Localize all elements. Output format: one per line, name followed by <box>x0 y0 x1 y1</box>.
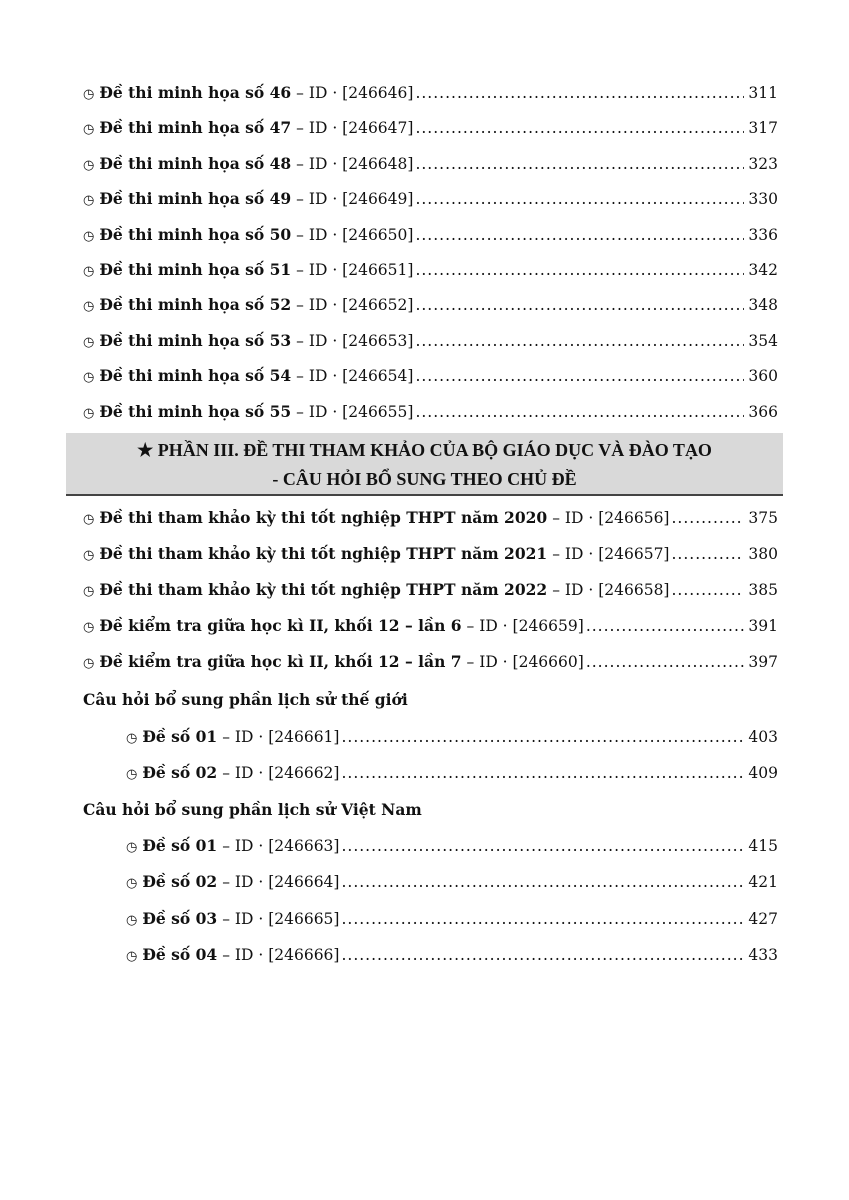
entry-title: Đề thi tham khảo kỳ thi tốt nghiệp THPT năm 2022 <box>99 580 548 599</box>
page-number: 421 <box>748 873 778 892</box>
entry-title: Đề số 02 <box>142 763 218 782</box>
toc-entry[interactable] <box>83 366 778 390</box>
toc-entry[interactable] <box>83 189 778 213</box>
entry-id: – ID · [246659] <box>466 617 584 635</box>
dot-leader <box>341 837 744 855</box>
entry-id: – ID · [246654] <box>296 367 414 386</box>
dot-leader <box>415 190 744 208</box>
page-number: 403 <box>748 728 778 746</box>
clock-icon: ◷ <box>83 193 95 209</box>
entry-title: Đề thi minh họa số 48 <box>99 153 292 173</box>
clock-icon: ◷ <box>83 299 95 315</box>
entry-title: Đề số 04 <box>142 944 218 964</box>
toc-entry[interactable] <box>83 652 778 676</box>
toc-entry[interactable] <box>126 945 778 969</box>
entry-id: – ID · [246653] <box>296 331 414 350</box>
clock-icon: ◷ <box>126 767 138 782</box>
entry-title: Đề số 01 <box>142 727 218 746</box>
clock-icon: ◷ <box>83 157 95 173</box>
clock-icon: ◷ <box>83 264 95 279</box>
page-number: 433 <box>748 945 778 964</box>
clock-icon: ◷ <box>126 912 138 928</box>
page-number: 385 <box>748 581 778 599</box>
dot-leader <box>341 764 744 782</box>
toc-entry[interactable] <box>83 616 778 640</box>
entry-id: – ID · [246662] <box>222 764 340 782</box>
entry-id: – ID · [246655] <box>296 402 414 421</box>
toc-entry[interactable] <box>83 83 778 107</box>
dot-leader <box>586 617 745 635</box>
dot-leader <box>415 155 744 173</box>
toc-entry[interactable] <box>126 836 778 860</box>
page-number: 354 <box>748 331 778 350</box>
clock-icon: ◷ <box>83 656 95 671</box>
entry-title: Đề thi minh họa số 50 <box>99 224 292 244</box>
entry-id: – ID · [246666] <box>222 945 340 964</box>
dot-leader <box>415 119 744 137</box>
page-number: 323 <box>748 154 778 173</box>
section-banner <box>66 433 783 496</box>
dot-leader <box>341 946 744 964</box>
page-number: 427 <box>748 909 778 928</box>
page-number: 348 <box>748 296 778 315</box>
page-number: 375 <box>748 509 778 527</box>
entry-id: – ID · [246649] <box>296 190 414 209</box>
entry-id: – ID · [246661] <box>222 728 340 746</box>
dot-leader <box>671 545 744 563</box>
page-number: 391 <box>748 617 778 635</box>
entry-id: – ID · [246663] <box>222 837 340 855</box>
toc-entry[interactable] <box>126 909 778 933</box>
toc-entry[interactable] <box>83 154 778 178</box>
clock-icon: ◷ <box>83 87 95 102</box>
entry-id: – ID · [246648] <box>296 154 414 173</box>
dot-leader <box>586 653 745 671</box>
dot-leader <box>341 910 744 928</box>
dot-leader <box>415 403 744 421</box>
page-number: 366 <box>748 402 778 421</box>
entry-title: Đề thi minh họa số 55 <box>99 401 292 421</box>
page-number: 311 <box>748 84 778 102</box>
entry-title: Đề kiểm tra giữa học kì II, khối 12 – lần 6 <box>99 616 462 635</box>
subsection-title: Câu hỏi bổ sung phần lịch sử thế giới <box>83 690 408 709</box>
entry-id: – ID · [246660] <box>466 653 584 671</box>
entry-id: – ID · [246658] <box>552 581 670 599</box>
page-number: 360 <box>748 367 778 386</box>
toc-entry[interactable] <box>126 872 778 896</box>
toc-entry[interactable] <box>126 727 778 751</box>
clock-icon: ◷ <box>126 876 138 892</box>
entry-id: – ID · [246650] <box>296 225 414 244</box>
page-number: 317 <box>748 119 778 138</box>
entry-title: Đề thi minh họa số 47 <box>99 118 292 138</box>
page-number: 342 <box>748 261 778 279</box>
clock-icon: ◷ <box>83 122 95 138</box>
entry-title: Đề số 03 <box>142 908 218 928</box>
entry-id: – ID · [246652] <box>296 296 414 315</box>
entry-title: Đề thi minh họa số 51 <box>99 260 292 279</box>
toc-entry[interactable] <box>83 118 778 142</box>
entry-title: Đề thi minh họa số 53 <box>99 330 292 350</box>
toc-entry[interactable] <box>83 580 778 604</box>
entry-id: – ID · [246656] <box>552 509 670 527</box>
clock-icon: ◷ <box>83 405 95 421</box>
toc-entry[interactable] <box>83 402 778 426</box>
dot-leader <box>341 728 744 746</box>
clock-icon: ◷ <box>126 731 138 746</box>
banner-line-1: ★ PHẦN III. ĐỀ THI THAM KHẢO CỦA BỘ GIÁO DỤC VÀ ĐÀO TẠO <box>137 440 712 460</box>
toc-entry[interactable] <box>83 544 778 568</box>
toc-entry[interactable] <box>83 331 778 355</box>
toc-entry[interactable] <box>83 225 778 249</box>
entry-id: – ID · [246646] <box>296 84 414 102</box>
entry-id: – ID · [246664] <box>222 873 340 892</box>
toc-entry[interactable] <box>126 763 778 787</box>
dot-leader <box>341 873 744 891</box>
entry-id: – ID · [246647] <box>296 119 414 138</box>
entry-title: Đề thi minh họa số 52 <box>99 295 292 315</box>
toc-entry[interactable] <box>83 508 778 532</box>
dot-leader <box>415 296 744 314</box>
entry-title: Đề thi tham khảo kỳ thi tốt nghiệp THPT năm 2020 <box>99 508 548 527</box>
clock-icon: ◷ <box>83 512 95 527</box>
clock-icon: ◷ <box>126 948 138 964</box>
dot-leader <box>671 509 744 527</box>
entry-title: Đề số 01 <box>142 836 218 855</box>
clock-icon: ◷ <box>83 334 95 350</box>
entry-id: – ID · [246651] <box>296 261 414 279</box>
clock-icon: ◷ <box>126 840 138 855</box>
dot-leader <box>415 84 744 102</box>
entry-title: Đề thi minh họa số 54 <box>99 366 292 386</box>
dot-leader <box>415 261 744 279</box>
dot-leader <box>671 581 744 599</box>
clock-icon: ◷ <box>83 370 95 386</box>
entry-id: – ID · [246657] <box>552 545 670 563</box>
entry-title: Đề thi tham khảo kỳ thi tốt nghiệp THPT năm 2021 <box>99 544 548 563</box>
entry-title: Đề số 02 <box>142 872 218 892</box>
clock-icon: ◷ <box>83 548 95 563</box>
dot-leader <box>415 367 744 385</box>
clock-icon: ◷ <box>83 228 95 244</box>
toc-entry[interactable] <box>83 260 778 284</box>
toc-entry[interactable] <box>83 295 778 319</box>
entry-title: Đề kiểm tra giữa học kì II, khối 12 – lần 7 <box>99 652 462 671</box>
clock-icon: ◷ <box>83 620 95 635</box>
page-number: 336 <box>748 225 778 244</box>
page-number: 415 <box>748 837 778 855</box>
entry-title: Đề thi minh họa số 49 <box>99 189 292 209</box>
entry-title: Đề thi minh họa số 46 <box>99 83 292 102</box>
dot-leader <box>415 226 744 244</box>
subsection-title: Câu hỏi bổ sung phần lịch sử Việt Nam <box>83 800 422 819</box>
page-number: 397 <box>748 653 778 671</box>
page-number: 409 <box>748 764 778 782</box>
clock-icon: ◷ <box>83 584 95 599</box>
page-number: 330 <box>748 190 778 209</box>
banner-line-2: - CÂU HỎI BỔ SUNG THEO CHỦ ĐỀ <box>272 469 577 489</box>
page-number: 380 <box>748 545 778 563</box>
dot-leader <box>415 332 744 350</box>
entry-id: – ID · [246665] <box>222 909 340 928</box>
